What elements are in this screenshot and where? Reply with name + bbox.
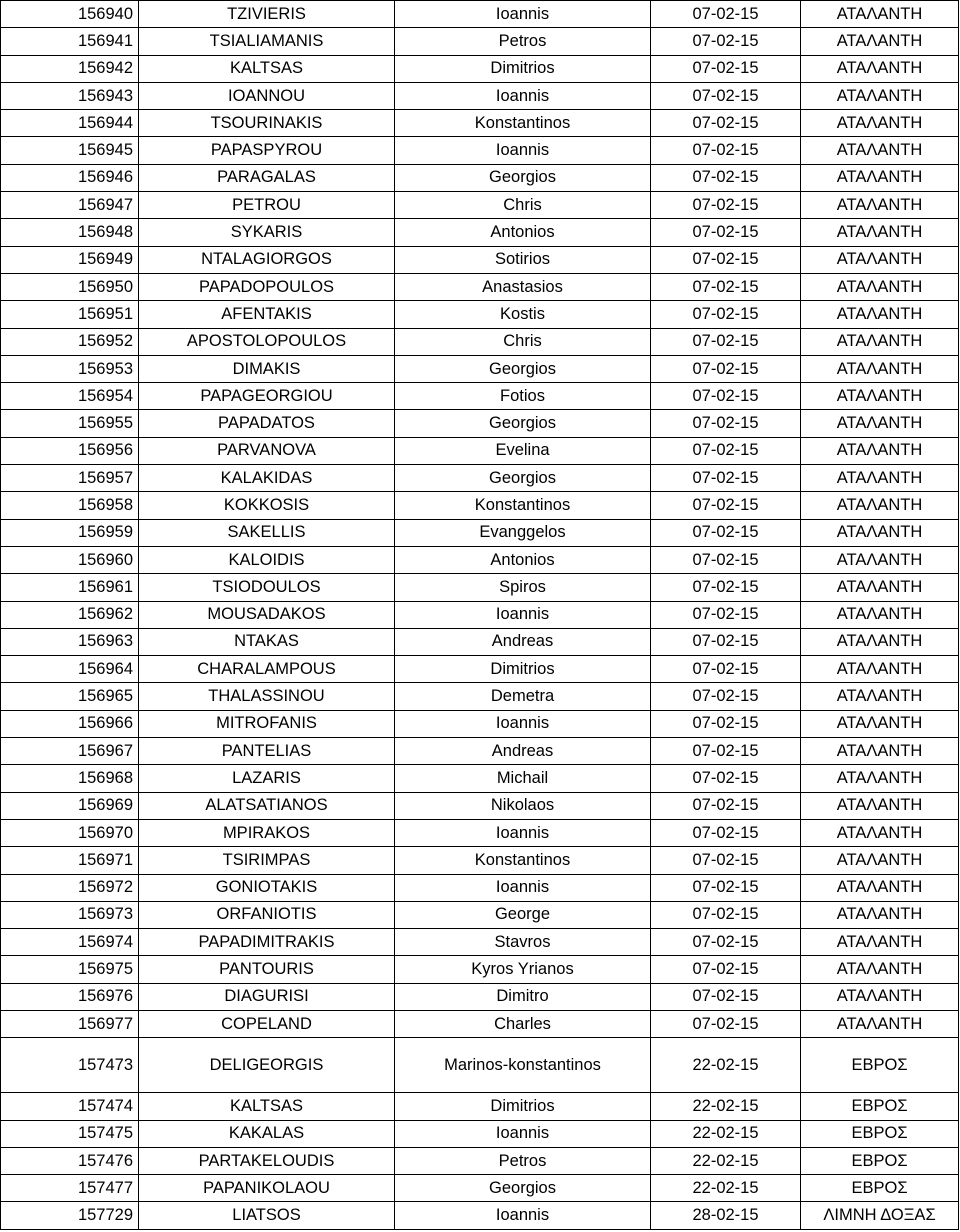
location-cell: ΑΤΑΛΑΝΤΗ <box>801 465 959 492</box>
record-id-cell: 156952 <box>1 328 139 355</box>
record-id-cell: 156949 <box>1 246 139 273</box>
date-cell: 22-02-15 <box>651 1038 801 1093</box>
surname-cell: LAZARIS <box>139 765 395 792</box>
record-id-cell: 156956 <box>1 437 139 464</box>
date-cell: 07-02-15 <box>651 28 801 55</box>
date-cell: 07-02-15 <box>651 792 801 819</box>
location-cell: ΑΤΑΛΑΝΤΗ <box>801 656 959 683</box>
first-name-cell: Georgios <box>395 355 651 382</box>
location-cell: ΕΒΡΟΣ <box>801 1120 959 1147</box>
table-row <box>1 465 959 492</box>
date-cell: 22-02-15 <box>651 1120 801 1147</box>
location-cell: ΕΒΡΟΣ <box>801 1175 959 1202</box>
table-row <box>1 137 959 164</box>
date-cell: 07-02-15 <box>651 137 801 164</box>
surname-cell: THALASSINOU <box>139 683 395 710</box>
table-row <box>1 874 959 901</box>
date-cell: 07-02-15 <box>651 246 801 273</box>
location-cell: ΛΙΜΝΗ ΔΟΞΑΣ <box>801 1202 959 1229</box>
surname-cell: PARAGALAS <box>139 164 395 191</box>
surname-cell: PAPADATOS <box>139 410 395 437</box>
first-name-cell: Ioannis <box>395 874 651 901</box>
location-cell: ΑΤΑΛΑΝΤΗ <box>801 246 959 273</box>
location-cell: ΑΤΑΛΑΝΤΗ <box>801 628 959 655</box>
record-id-cell: 156973 <box>1 901 139 928</box>
location-cell: ΑΤΑΛΑΝΤΗ <box>801 301 959 328</box>
table-row <box>1 110 959 137</box>
first-name-cell: Dimitrios <box>395 656 651 683</box>
location-cell: ΑΤΑΛΑΝΤΗ <box>801 410 959 437</box>
table-row <box>1 683 959 710</box>
surname-cell: TSIODOULOS <box>139 574 395 601</box>
date-cell: 07-02-15 <box>651 765 801 792</box>
location-cell: ΑΤΑΛΑΝΤΗ <box>801 738 959 765</box>
record-id-cell: 156975 <box>1 956 139 983</box>
record-id-cell: 156974 <box>1 929 139 956</box>
table-row <box>1 1175 959 1202</box>
first-name-cell: Anastasios <box>395 273 651 300</box>
date-cell: 07-02-15 <box>651 628 801 655</box>
table-row <box>1 1147 959 1174</box>
surname-cell: PAPANIKOLAOU <box>139 1175 395 1202</box>
surname-cell: PARVANOVA <box>139 437 395 464</box>
date-cell: 07-02-15 <box>651 410 801 437</box>
location-cell: ΕΒΡΟΣ <box>801 1147 959 1174</box>
location-cell: ΕΒΡΟΣ <box>801 1093 959 1120</box>
table-row <box>1 956 959 983</box>
location-cell: ΑΤΑΛΑΝΤΗ <box>801 983 959 1010</box>
location-cell: ΑΤΑΛΑΝΤΗ <box>801 546 959 573</box>
location-cell: ΑΤΑΛΑΝΤΗ <box>801 110 959 137</box>
location-cell: ΑΤΑΛΑΝΤΗ <box>801 683 959 710</box>
first-name-cell: Andreas <box>395 738 651 765</box>
location-cell: ΑΤΑΛΑΝΤΗ <box>801 956 959 983</box>
surname-cell: KAKALAS <box>139 1120 395 1147</box>
location-cell: ΑΤΑΛΑΝΤΗ <box>801 519 959 546</box>
surname-cell: TSOURINAKIS <box>139 110 395 137</box>
first-name-cell: Ioannis <box>395 601 651 628</box>
first-name-cell: Konstantinos <box>395 847 651 874</box>
record-id-cell: 156961 <box>1 574 139 601</box>
date-cell: 22-02-15 <box>651 1147 801 1174</box>
location-cell: ΕΒΡΟΣ <box>801 1038 959 1093</box>
surname-cell: CHARALAMPOUS <box>139 656 395 683</box>
first-name-cell: Ioannis <box>395 819 651 846</box>
date-cell: 07-02-15 <box>651 55 801 82</box>
location-cell: ΑΤΑΛΑΝΤΗ <box>801 28 959 55</box>
record-id-cell: 157475 <box>1 1120 139 1147</box>
location-cell: ΑΤΑΛΑΝΤΗ <box>801 164 959 191</box>
surname-cell: KALTSAS <box>139 1093 395 1120</box>
record-id-cell: 156972 <box>1 874 139 901</box>
location-cell: ΑΤΑΛΑΝΤΗ <box>801 219 959 246</box>
surname-cell: PETROU <box>139 192 395 219</box>
records-table-body <box>1 1 959 1230</box>
record-id-cell: 157473 <box>1 1038 139 1093</box>
table-row <box>1 82 959 109</box>
first-name-cell: Kyros Yrianos <box>395 956 651 983</box>
location-cell: ΑΤΑΛΑΝΤΗ <box>801 792 959 819</box>
date-cell: 07-02-15 <box>651 683 801 710</box>
record-id-cell: 156953 <box>1 355 139 382</box>
location-cell: ΑΤΑΛΑΝΤΗ <box>801 901 959 928</box>
date-cell: 07-02-15 <box>651 546 801 573</box>
first-name-cell: Ioannis <box>395 82 651 109</box>
date-cell: 07-02-15 <box>651 929 801 956</box>
record-id-cell: 156970 <box>1 819 139 846</box>
first-name-cell: Konstantinos <box>395 110 651 137</box>
record-id-cell: 156947 <box>1 192 139 219</box>
surname-cell: PAPADOPOULOS <box>139 273 395 300</box>
surname-cell: KALOIDIS <box>139 546 395 573</box>
first-name-cell: Petros <box>395 1147 651 1174</box>
record-id-cell: 156942 <box>1 55 139 82</box>
location-cell: ΑΤΑΛΑΝΤΗ <box>801 847 959 874</box>
location-cell: ΑΤΑΛΑΝΤΗ <box>801 929 959 956</box>
surname-cell: GONIOTAKIS <box>139 874 395 901</box>
first-name-cell: George <box>395 901 651 928</box>
surname-cell: IOANNOU <box>139 82 395 109</box>
date-cell: 07-02-15 <box>651 273 801 300</box>
surname-cell: SYKARIS <box>139 219 395 246</box>
date-cell: 07-02-15 <box>651 819 801 846</box>
location-cell: ΑΤΑΛΑΝΤΗ <box>801 874 959 901</box>
table-row <box>1 410 959 437</box>
surname-cell: DIAGURISI <box>139 983 395 1010</box>
location-cell: ΑΤΑΛΑΝΤΗ <box>801 710 959 737</box>
record-id-cell: 156976 <box>1 983 139 1010</box>
table-row <box>1 55 959 82</box>
date-cell: 07-02-15 <box>651 355 801 382</box>
first-name-cell: Georgios <box>395 410 651 437</box>
surname-cell: KALTSAS <box>139 55 395 82</box>
record-id-cell: 156943 <box>1 82 139 109</box>
record-id-cell: 156941 <box>1 28 139 55</box>
table-row <box>1 656 959 683</box>
table-row <box>1 847 959 874</box>
first-name-cell: Dimitro <box>395 983 651 1010</box>
surname-cell: ALATSATIANOS <box>139 792 395 819</box>
location-cell: ΑΤΑΛΑΝΤΗ <box>801 55 959 82</box>
date-cell: 22-02-15 <box>651 1175 801 1202</box>
table-row <box>1 765 959 792</box>
first-name-cell: Sotirios <box>395 246 651 273</box>
record-id-cell: 156946 <box>1 164 139 191</box>
date-cell: 07-02-15 <box>651 983 801 1010</box>
first-name-cell: Ioannis <box>395 1 651 28</box>
surname-cell: NTALAGIORGOS <box>139 246 395 273</box>
table-row <box>1 273 959 300</box>
location-cell: ΑΤΑΛΑΝΤΗ <box>801 137 959 164</box>
location-cell: ΑΤΑΛΑΝΤΗ <box>801 819 959 846</box>
first-name-cell: Evelina <box>395 437 651 464</box>
date-cell: 07-02-15 <box>651 437 801 464</box>
surname-cell: PAPAGEORGIOU <box>139 383 395 410</box>
table-row <box>1 574 959 601</box>
table-row <box>1 710 959 737</box>
first-name-cell: Antonios <box>395 546 651 573</box>
first-name-cell: Ioannis <box>395 137 651 164</box>
record-id-cell: 156966 <box>1 710 139 737</box>
first-name-cell: Fotios <box>395 383 651 410</box>
first-name-cell: Ioannis <box>395 1120 651 1147</box>
surname-cell: MITROFANIS <box>139 710 395 737</box>
record-id-cell: 156950 <box>1 273 139 300</box>
table-row <box>1 301 959 328</box>
table-row <box>1 328 959 355</box>
table-row <box>1 519 959 546</box>
table-row <box>1 901 959 928</box>
location-cell: ΑΤΑΛΑΝΤΗ <box>801 383 959 410</box>
date-cell: 07-02-15 <box>651 192 801 219</box>
first-name-cell: Andreas <box>395 628 651 655</box>
surname-cell: TZIVIERIS <box>139 1 395 28</box>
first-name-cell: Evanggelos <box>395 519 651 546</box>
table-row <box>1 1010 959 1037</box>
date-cell: 07-02-15 <box>651 901 801 928</box>
table-row <box>1 1038 959 1093</box>
location-cell: ΑΤΑΛΑΝΤΗ <box>801 601 959 628</box>
table-row <box>1 628 959 655</box>
record-id-cell: 156945 <box>1 137 139 164</box>
first-name-cell: Petros <box>395 28 651 55</box>
table-row <box>1 819 959 846</box>
table-row <box>1 601 959 628</box>
first-name-cell: Nikolaos <box>395 792 651 819</box>
record-id-cell: 156969 <box>1 792 139 819</box>
record-id-cell: 156964 <box>1 656 139 683</box>
record-id-cell: 157477 <box>1 1175 139 1202</box>
first-name-cell: Charles <box>395 1010 651 1037</box>
record-id-cell: 156963 <box>1 628 139 655</box>
date-cell: 07-02-15 <box>651 82 801 109</box>
location-cell: ΑΤΑΛΑΝΤΗ <box>801 355 959 382</box>
surname-cell: MPIRAKOS <box>139 819 395 846</box>
location-cell: ΑΤΑΛΑΝΤΗ <box>801 437 959 464</box>
surname-cell: PAPASPYROU <box>139 137 395 164</box>
date-cell: 07-02-15 <box>651 1010 801 1037</box>
surname-cell: KALAKIDAS <box>139 465 395 492</box>
table-row <box>1 1 959 28</box>
location-cell: ΑΤΑΛΑΝΤΗ <box>801 328 959 355</box>
surname-cell: COPELAND <box>139 1010 395 1037</box>
date-cell: 07-02-15 <box>651 164 801 191</box>
record-id-cell: 156968 <box>1 765 139 792</box>
date-cell: 07-02-15 <box>651 383 801 410</box>
table-row <box>1 546 959 573</box>
table-row <box>1 1202 959 1229</box>
location-cell: ΑΤΑΛΑΝΤΗ <box>801 82 959 109</box>
table-row <box>1 792 959 819</box>
table-row <box>1 738 959 765</box>
record-id-cell: 156960 <box>1 546 139 573</box>
table-row <box>1 28 959 55</box>
location-cell: ΑΤΑΛΑΝΤΗ <box>801 574 959 601</box>
table-row <box>1 355 959 382</box>
table-row <box>1 492 959 519</box>
record-id-cell: 156955 <box>1 410 139 437</box>
surname-cell: APOSTOLOPOULOS <box>139 328 395 355</box>
date-cell: 07-02-15 <box>651 492 801 519</box>
surname-cell: LIATSOS <box>139 1202 395 1229</box>
date-cell: 07-02-15 <box>651 110 801 137</box>
record-id-cell: 156957 <box>1 465 139 492</box>
first-name-cell: Dimitrios <box>395 55 651 82</box>
date-cell: 07-02-15 <box>651 656 801 683</box>
record-id-cell: 156958 <box>1 492 139 519</box>
date-cell: 07-02-15 <box>651 738 801 765</box>
first-name-cell: Marinos-konstantinos <box>395 1038 651 1093</box>
surname-cell: KOKKOSIS <box>139 492 395 519</box>
date-cell: 07-02-15 <box>651 956 801 983</box>
table-row <box>1 219 959 246</box>
record-id-cell: 156944 <box>1 110 139 137</box>
table-row <box>1 1120 959 1147</box>
first-name-cell: Konstantinos <box>395 492 651 519</box>
surname-cell: TSIALIAMANIS <box>139 28 395 55</box>
first-name-cell: Antonios <box>395 219 651 246</box>
surname-cell: PARTAKELOUDIS <box>139 1147 395 1174</box>
first-name-cell: Michail <box>395 765 651 792</box>
first-name-cell: Georgios <box>395 465 651 492</box>
record-id-cell: 156959 <box>1 519 139 546</box>
date-cell: 22-02-15 <box>651 1093 801 1120</box>
surname-cell: PANTELIAS <box>139 738 395 765</box>
record-id-cell: 156962 <box>1 601 139 628</box>
table-row <box>1 383 959 410</box>
record-id-cell: 157476 <box>1 1147 139 1174</box>
table-row <box>1 192 959 219</box>
table-row <box>1 1093 959 1120</box>
date-cell: 07-02-15 <box>651 301 801 328</box>
first-name-cell: Chris <box>395 192 651 219</box>
date-cell: 07-02-15 <box>651 1 801 28</box>
surname-cell: AFENTAKIS <box>139 301 395 328</box>
first-name-cell: Stavros <box>395 929 651 956</box>
record-id-cell: 156948 <box>1 219 139 246</box>
date-cell: 07-02-15 <box>651 519 801 546</box>
date-cell: 07-02-15 <box>651 847 801 874</box>
record-id-cell: 157729 <box>1 1202 139 1229</box>
first-name-cell: Demetra <box>395 683 651 710</box>
surname-cell: TSIRIMPAS <box>139 847 395 874</box>
date-cell: 07-02-15 <box>651 574 801 601</box>
record-id-cell: 157474 <box>1 1093 139 1120</box>
surname-cell: NTAKAS <box>139 628 395 655</box>
location-cell: ΑΤΑΛΑΝΤΗ <box>801 1 959 28</box>
date-cell: 07-02-15 <box>651 328 801 355</box>
location-cell: ΑΤΑΛΑΝΤΗ <box>801 765 959 792</box>
table-row <box>1 929 959 956</box>
date-cell: 07-02-15 <box>651 710 801 737</box>
location-cell: ΑΤΑΛΑΝΤΗ <box>801 273 959 300</box>
surname-cell: DIMAKIS <box>139 355 395 382</box>
record-id-cell: 156977 <box>1 1010 139 1037</box>
first-name-cell: Spiros <box>395 574 651 601</box>
date-cell: 07-02-15 <box>651 219 801 246</box>
table-row <box>1 246 959 273</box>
surname-cell: SAKELLIS <box>139 519 395 546</box>
record-id-cell: 156967 <box>1 738 139 765</box>
first-name-cell: Georgios <box>395 164 651 191</box>
surname-cell: MOUSADAKOS <box>139 601 395 628</box>
first-name-cell: Ioannis <box>395 1202 651 1229</box>
record-id-cell: 156965 <box>1 683 139 710</box>
surname-cell: PANTOURIS <box>139 956 395 983</box>
date-cell: 07-02-15 <box>651 874 801 901</box>
first-name-cell: Georgios <box>395 1175 651 1202</box>
surname-cell: PAPADIMITRAKIS <box>139 929 395 956</box>
surname-cell: ORFANIOTIS <box>139 901 395 928</box>
record-id-cell: 156951 <box>1 301 139 328</box>
table-row <box>1 983 959 1010</box>
first-name-cell: Chris <box>395 328 651 355</box>
date-cell: 28-02-15 <box>651 1202 801 1229</box>
first-name-cell: Kostis <box>395 301 651 328</box>
date-cell: 07-02-15 <box>651 465 801 492</box>
record-id-cell: 156954 <box>1 383 139 410</box>
first-name-cell: Ioannis <box>395 710 651 737</box>
location-cell: ΑΤΑΛΑΝΤΗ <box>801 492 959 519</box>
record-id-cell: 156971 <box>1 847 139 874</box>
location-cell: ΑΤΑΛΑΝΤΗ <box>801 1010 959 1037</box>
record-id-cell: 156940 <box>1 1 139 28</box>
date-cell: 07-02-15 <box>651 601 801 628</box>
table-row <box>1 437 959 464</box>
table-row <box>1 164 959 191</box>
surname-cell: DELIGEORGIS <box>139 1038 395 1093</box>
first-name-cell: Dimitrios <box>395 1093 651 1120</box>
location-cell: ΑΤΑΛΑΝΤΗ <box>801 192 959 219</box>
